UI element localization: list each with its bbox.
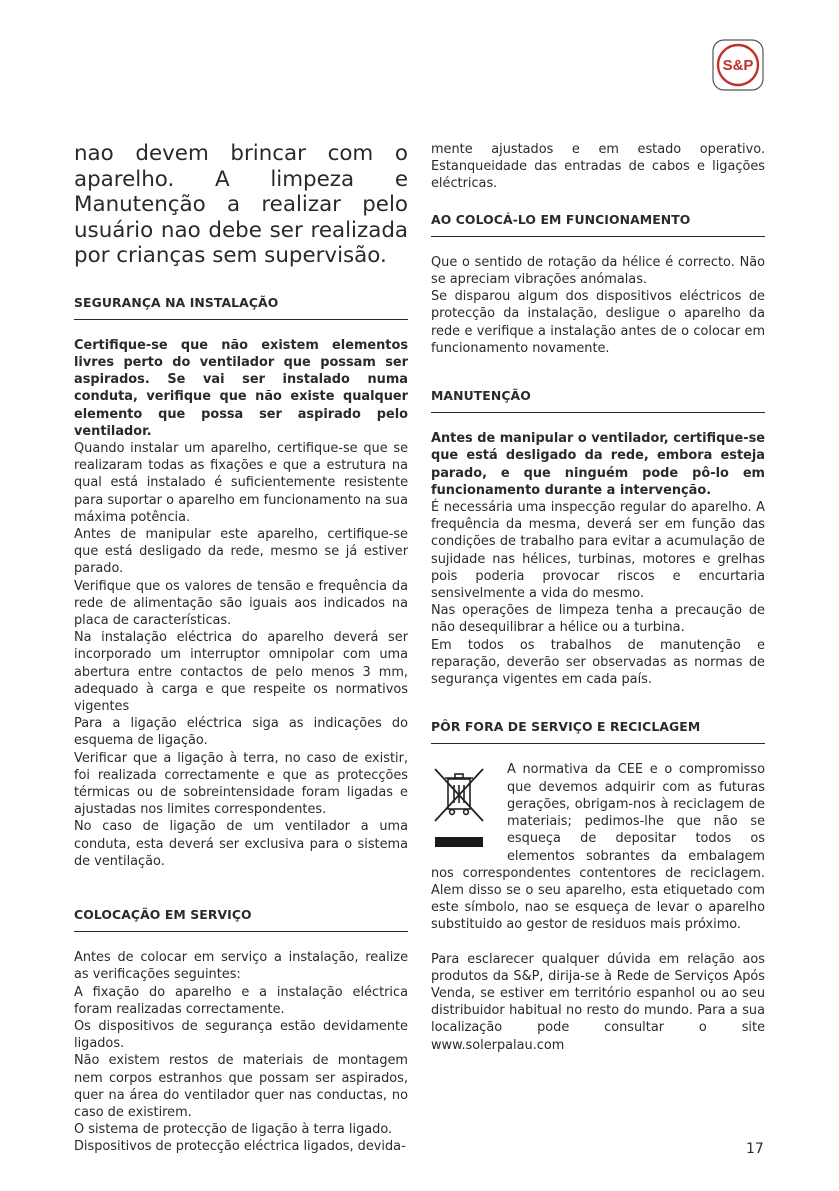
paragraph: Quando instalar um aparelho, certifique-se que se realizaram todas as fixações e que a estrutura na qual está instalado é suficientemente resistente para suportar o aparelho em funcionamento na sua máxima potência.	[74, 440, 408, 525]
section-heading-colocacao: COLOCAÇÃO EM SERVIÇO	[74, 906, 408, 932]
left-column	[74, 141, 408, 1156]
maintenance-warning: Antes de manipular o ventilador, certifique-se que está desligado da rede, embora esteja parado, e que ninguém pode pô-lo em funcionamento durante a intervenção.	[431, 431, 765, 498]
sp-logo	[712, 39, 764, 91]
crossed-out-wheelie-bin-icon	[433, 765, 485, 851]
paragraph: É necessária uma inspecção regular do aparelho. A frequência da mesma, deverá ser em função das condições de trabalho para evitar a acumulação de sujidade nas hélices, turbinas, motores e grelhas pois poderia provocar riscos e encurtaria sensivelmente a vida do mesmo.	[431, 500, 765, 602]
recycling-text: A normativa da CEE e o compromisso que devemos adquirir com as futuras gerações, obrigam-nos à reciclagem de materiais; pedimos-lhe que não se esqueça de depositar todos os elementos sobrantes da embalagem nos correspondentes contentores de reciclagem. Alem disso se o seu aparelho, esta etiquetado com este símbolo, nao se esqueça de levar o aparelho substituido ao gestor de residuos mais próximo.	[431, 762, 765, 933]
right-column	[431, 141, 765, 1054]
paragraph: Que o sentido de rotação da hélice é correcto. Não se apreciam vibrações anómalas.	[431, 254, 765, 288]
section-heading-reciclagem: PÔR FORA DE SERVIÇO E RECICLAGEM	[431, 718, 765, 744]
paragraph: Nas operações de limpeza tenha a precaução de não desequilibrar a hélice ou a turbina.	[431, 603, 765, 636]
logo-text: S&P	[722, 57, 754, 74]
page-number: 17	[746, 1141, 764, 1157]
paragraph: Dispositivos de protecção eléctrica ligados, devida-	[74, 1139, 406, 1155]
paragraph: O sistema de protecção de ligação à terra ligado.	[74, 1122, 393, 1138]
paragraph: Verifique que os valores de tensão e frequência da rede de alimentação são iguais aos indicados na placa de características.	[74, 578, 408, 628]
section-heading-seguranca: SEGURANÇA NA INSTALAÇÃO	[74, 294, 408, 320]
paragraph: Antes de manipular este aparelho, certifique-se que está desligado da rede, mesmo se já estiver parado.	[74, 526, 408, 577]
intro-text: nao devem brincar com o aparelho. A limpeza e Manutenção a realizar pelo usuário nao debe ser realizada por crianças sem supervisão.	[74, 141, 408, 268]
paragraph: Na instalação eléctrica do aparelho deverá ser incorporado um interruptor omnipolar com uma abertura entre contactos de pelo menos 3 mm, adequado à carga e que respeite os normativos vigentes	[74, 630, 408, 714]
paragraph: Antes de colocar em serviço a instalação, realize as verificações seguintes:	[74, 950, 408, 983]
section-heading-manutencao: MANUTENÇÃO	[431, 387, 765, 413]
paragraph: A fixação do aparelho e a instalação eléctrica foram realizadas correctamente.	[74, 984, 408, 1017]
paragraph: Para a ligação eléctrica siga as indicações do esquema de ligação.	[74, 716, 408, 749]
contact-text: Para esclarecer qualquer dúvida em relação aos produtos da S&P, dirija-se à Rede de Serviços Após Venda, se estiver em território espanhol ou ao seu distribuidor habitual no resto do mundo. Para a sua localização pode consultar o site www.solerpalau.com	[431, 951, 765, 1053]
continuation-text: mente ajustados e em estado operativo. Estanqueidade das entradas de cabos e ligações eléctricas.	[431, 142, 765, 192]
safety-warning: Certifique-se que não existem elementos livres perto do ventilador que possam ser aspirados. Se vai ser instalado numa conduta, verifique que não existe qualquer elemento que possa ser aspirado pelo ventilador.	[74, 337, 408, 439]
section-heading-funcionamento: AO COLOCÁ-LO EM FUNCIONAMENTO	[431, 211, 765, 237]
recycling-block	[431, 761, 765, 933]
paragraph: Verificar que a ligação à terra, no caso de existir, foi realizada correctamente e que as protecções térmicas ou de sobreintensidade foram ligadas e ajustadas nos limites correspondentes.	[74, 750, 408, 818]
paragraph: Os dispositivos de segurança estão devidamente ligados.	[74, 1019, 408, 1052]
paragraph: Em todos os trabalhos de manutenção e reparação, deverão ser observadas as normas de segurança vigentes em cada país.	[431, 637, 765, 688]
paragraph: Se disparou algum dos dispositivos eléctricos de protecção da instalação, desligue o aparelho da rede e verifique a instalação antes de o colocar em funcionamento novamente.	[431, 289, 765, 356]
paragraph: Não existem restos de materiais de montagem nem corpos estranhos que possam ser aspirados, quer na área do ventilador quer nas conductas, no caso de existirem.	[74, 1053, 408, 1121]
paragraph: No caso de ligação de um ventilador a uma conduta, esta deverá ser exclusiva para o sistema de ventilação.	[74, 819, 408, 869]
